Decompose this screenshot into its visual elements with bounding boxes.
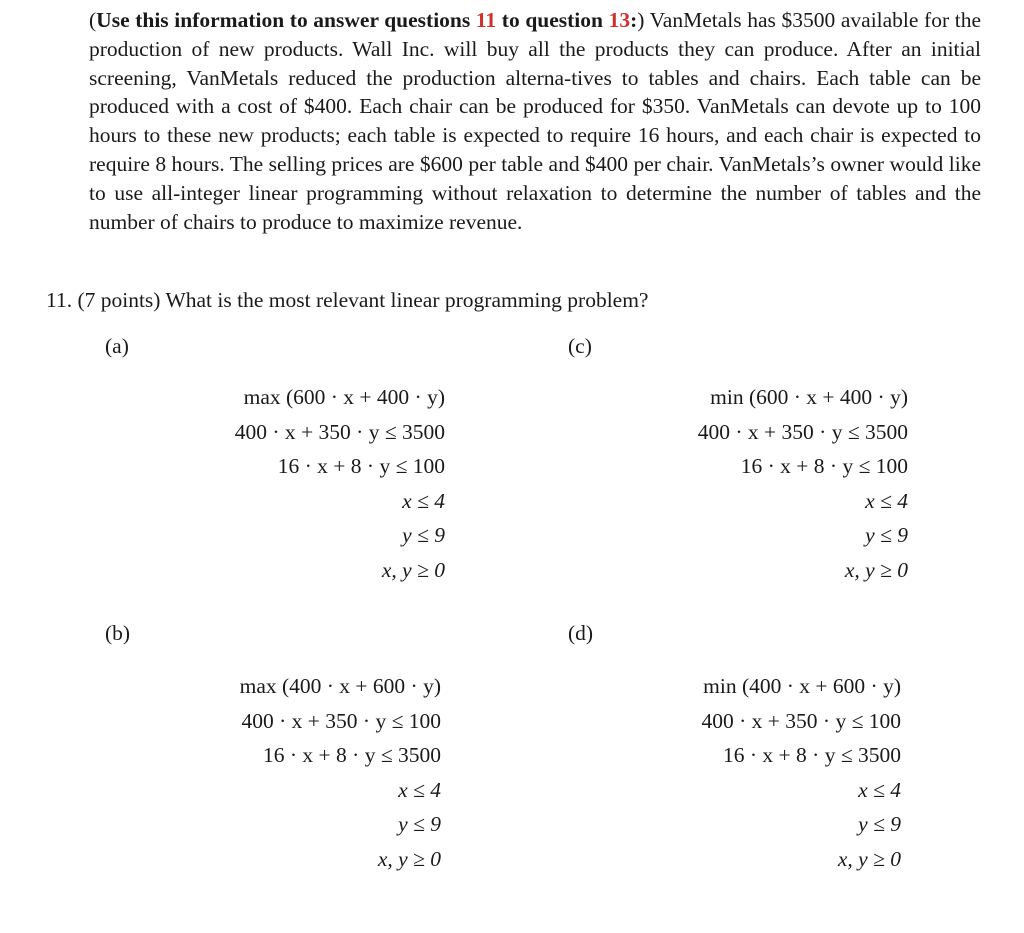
- constraint-x-bound: x ≤ 4: [398, 777, 441, 802]
- constraint-nonneg: x, y ≥ 0: [381, 557, 445, 582]
- question-points: (7 points): [77, 288, 161, 312]
- objective-function: max (600 · x + 400 · y): [243, 385, 445, 409]
- option-b-formulation: [81, 669, 441, 876]
- constraint-nonneg: x, y ≥ 0: [377, 846, 441, 871]
- constraint-y-bound: y ≤ 9: [402, 523, 445, 547]
- question-11: [46, 286, 946, 314]
- option-d-label: (d): [568, 621, 594, 645]
- constraint-cost: 400 · x + 350 · y ≤ 100: [241, 708, 441, 733]
- constraint-hours: 16 · x + 8 · y ≤ 100: [277, 454, 445, 478]
- constraint-hours: 16 · x + 8 · y ≤ 3500: [263, 743, 441, 767]
- option-a-formulation: [85, 380, 445, 587]
- constraint-cost: 400 · x + 350 · y ≤ 3500: [697, 419, 908, 444]
- constraint-hours: 16 · x + 8 · y ≤ 3500: [723, 743, 901, 767]
- question-ref-start: 11: [475, 8, 497, 32]
- question-number: 11.: [46, 288, 73, 312]
- constraint-x-bound: x ≤ 4: [865, 488, 908, 513]
- constraint-y-bound: y ≤ 9: [858, 812, 901, 836]
- problem-intro: [89, 6, 981, 236]
- constraint-cost: 400 · x + 350 · y ≤ 3500: [234, 419, 445, 444]
- objective-function: min (600 · x + 400 · y): [710, 385, 908, 409]
- objective-function: min (400 · x + 600 · y): [703, 674, 901, 698]
- intro-body-text: VanMetals has $3500 available for the production of new products. Wall Inc. will buy all the products they can produce. After an initial screening, VanMetals reduced the production alterna-tives to tables and chairs. Each table can be produced with a cost of $400. Each chair can be produced for $350. VanMetals can devote up to 100 hours to these new products; each table is expected to require 16 hours, and each chair is expected to require 8 hours. The selling prices are $600 per table and $400 per chair. VanMetals’s owner would like to use all-integer linear programming without relaxation to determine the number of tables and the number of chairs to produce to maximize revenue.: [89, 8, 982, 234]
- option-c-formulation: [548, 380, 908, 587]
- option-c-label: (c): [568, 334, 592, 358]
- constraint-nonneg: x, y ≥ 0: [844, 557, 908, 582]
- option-d-formulation: [541, 669, 901, 876]
- option-b-label: (b): [105, 621, 131, 645]
- intro-bold-text-a: Use this information to answer questions: [96, 8, 476, 32]
- constraint-nonneg: x, y ≥ 0: [837, 846, 901, 871]
- constraint-y-bound: y ≤ 9: [865, 523, 908, 547]
- question-text: What is the most relevant linear programming problem?: [165, 288, 649, 312]
- intro-bold-text-c: :: [630, 8, 638, 32]
- question-ref-end: 13: [608, 8, 631, 32]
- constraint-hours: 16 · x + 8 · y ≤ 100: [740, 454, 908, 478]
- constraint-y-bound: y ≤ 9: [398, 812, 441, 836]
- constraint-cost: 400 · x + 350 · y ≤ 100: [701, 708, 901, 733]
- objective-function: max (400 · x + 600 · y): [239, 674, 441, 698]
- intro-bold-text-b: to question: [496, 8, 609, 32]
- option-a-label: (a): [105, 334, 129, 358]
- intro-close-paren: ): [637, 8, 645, 32]
- constraint-x-bound: x ≤ 4: [402, 488, 445, 513]
- constraint-x-bound: x ≤ 4: [858, 777, 901, 802]
- intro-open-paren: (: [89, 8, 97, 32]
